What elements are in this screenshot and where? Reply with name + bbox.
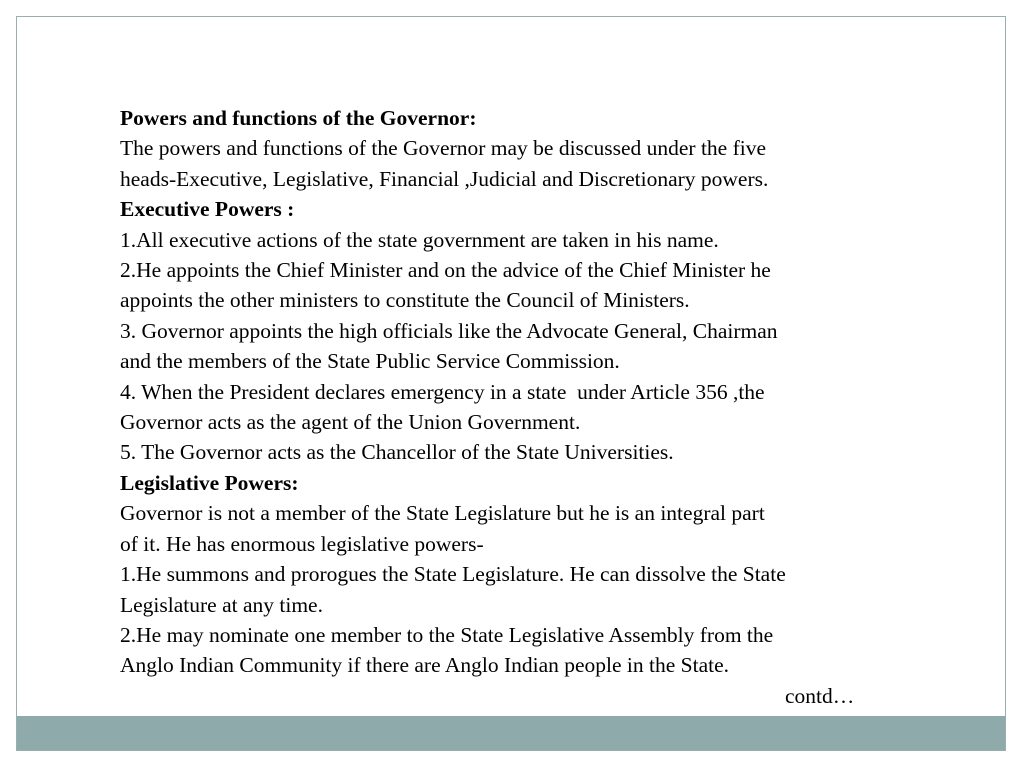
legislative-line: 2.He may nominate one member to the State Legislative Assembly from the bbox=[120, 622, 774, 647]
executive-line: 3. Governor appoints the high officials like the Advocate General, Chairman bbox=[120, 318, 778, 343]
executive-line: 4. When the President declares emergency in a state under Article 356 ,the bbox=[120, 379, 765, 404]
slide-content bbox=[120, 103, 920, 711]
executive-line: and the members of the State Public Service Commission. bbox=[120, 349, 620, 374]
intro-line: heads-Executive, Legislative, Financial ,Judicial and Discretionary powers. bbox=[120, 166, 769, 191]
legislative-line: Legislature at any time. bbox=[120, 592, 323, 617]
legislative-line: of it. He has enormous legislative powers- bbox=[120, 531, 484, 556]
slide bbox=[16, 16, 1006, 751]
executive-line: 5. The Governor acts as the Chancellor of the State Universities. bbox=[120, 440, 674, 465]
executive-line: 1.All executive actions of the state government are taken in his name. bbox=[120, 227, 719, 252]
continuation-note: contd… bbox=[785, 683, 855, 708]
footer-bar bbox=[17, 716, 1005, 750]
legislative-line: 1.He summons and prorogues the State Legislature. He can dissolve the State bbox=[120, 562, 786, 587]
legislative-line: Governor is not a member of the State Legislature but he is an integral part bbox=[120, 501, 765, 526]
executive-line: 2.He appoints the Chief Minister and on the advice of the Chief Minister he bbox=[120, 258, 771, 283]
executive-powers-heading: Executive Powers : bbox=[120, 197, 295, 222]
intro-line: The powers and functions of the Governor may be discussed under the five bbox=[120, 136, 767, 161]
legislative-powers-heading: Legislative Powers: bbox=[120, 470, 299, 495]
executive-line: Governor acts as the agent of the Union Government. bbox=[120, 410, 581, 435]
executive-line: appoints the other ministers to constitute the Council of Ministers. bbox=[120, 288, 690, 313]
slide-heading: Powers and functions of the Governor: bbox=[120, 106, 477, 130]
legislative-line: Anglo Indian Community if there are Anglo Indian people in the State. bbox=[120, 653, 730, 678]
